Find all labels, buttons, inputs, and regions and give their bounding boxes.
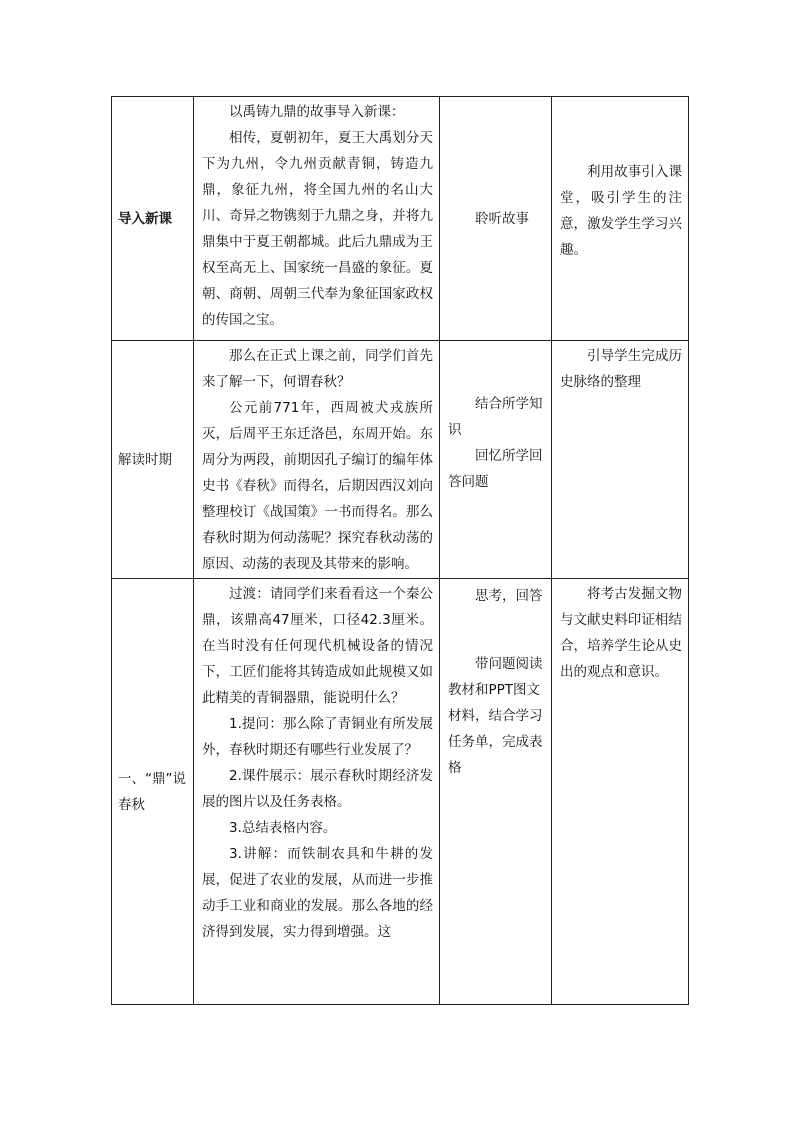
teacher-activity-cell (194, 97, 440, 341)
stage-cell (112, 579, 194, 1005)
student-activity-text: 思考，回答 (475, 588, 543, 604)
teacher-activity-cell (194, 579, 440, 1005)
student-activity-text: 带问题阅读教材和PPT图文材料，结合学习任务单，完成表格 (448, 656, 543, 776)
purpose-text: 利用故事引入课堂，吸引学生的注意，激发学生学习兴趣。 (560, 164, 682, 258)
table-row (112, 97, 689, 341)
content-paragraph: 公元前771年，西周被犬戎族所灭，后周平王东迁洛邑，东周开始。东周分为两段，前期因孔子编订的编年体史书《春秋》而得名，后期因西汉刘向整理校订《战国策》一书而得名。那么春秋时期为何动荡呢？探究春秋动荡的原因、动荡的表现及其带来的影响。 (202, 400, 433, 572)
content-paragraph: 相传，夏朝初年，夏王大禹划分天下为九州，令九州贡献青铜，铸造九鼎，象征九州，将全国九州的名山大川、奇异之物镌刻于九鼎之身，并将九鼎集中于夏王朝都城。此后九鼎成为王权至高无上、国家统一昌盛的象征。夏朝、商朝、周朝三代奉为象征国家政权的传国之宝。 (202, 130, 433, 328)
stage-cell (112, 97, 194, 341)
stage-label: 导入新课 (118, 210, 172, 227)
purpose-text: 引导学生完成历史脉络的整理 (560, 348, 682, 390)
content-paragraph: 3.总结表格内容。 (229, 820, 337, 836)
content-paragraph: 以禹铸九鼎的故事导入新课： (229, 104, 405, 120)
lesson-plan-table (111, 96, 689, 1005)
student-activity-cell (440, 579, 552, 1005)
table-row (112, 579, 689, 1005)
stage-label: 一、“鼎”说春秋 (118, 770, 186, 813)
stage-cell (112, 341, 194, 579)
design-purpose-cell (552, 341, 689, 579)
purpose-text: 将考古发掘文物与文献史料印证相结合，培养学生论从史出的观点和意识。 (560, 586, 682, 680)
design-purpose-cell (552, 579, 689, 1005)
content-paragraph: 3.讲解：而铁制农具和牛耕的发展，促进了农业的发展，从而进一步推动手工业和商业的发展。那么各地的经济得到发展，实力得到增强。这 (202, 846, 433, 940)
table-row (112, 341, 689, 579)
teacher-activity-cell (194, 341, 440, 579)
student-activity-text: 聆听故事 (475, 210, 529, 227)
student-activity-text: 结合所学知识 (448, 396, 543, 438)
stage-label: 解读时期 (118, 451, 172, 468)
student-activity-cell (440, 97, 552, 341)
content-paragraph: 那么在正式上课之前，同学们首先来了解一下，何谓春秋？ (202, 348, 433, 390)
student-activity-text: 回忆所学回答问题 (448, 448, 543, 490)
content-paragraph: 1.提问：那么除了青铜业有所发展外，春秋时期还有哪些行业发展了？ (202, 716, 433, 758)
content-paragraph: 2.课件展示：展示春秋时期经济发展的图片以及任务表格。 (202, 768, 433, 810)
student-activity-cell (440, 341, 552, 579)
content-paragraph: 过渡：请同学们来看看这一个秦公鼎，该鼎高47厘米，口径42.3厘米。在当时没有任何现代机械设备的情况下，工匠们能将其铸造成如此规模又如此精美的青铜器鼎，能说明什么？ (202, 586, 433, 706)
design-purpose-cell (552, 97, 689, 341)
